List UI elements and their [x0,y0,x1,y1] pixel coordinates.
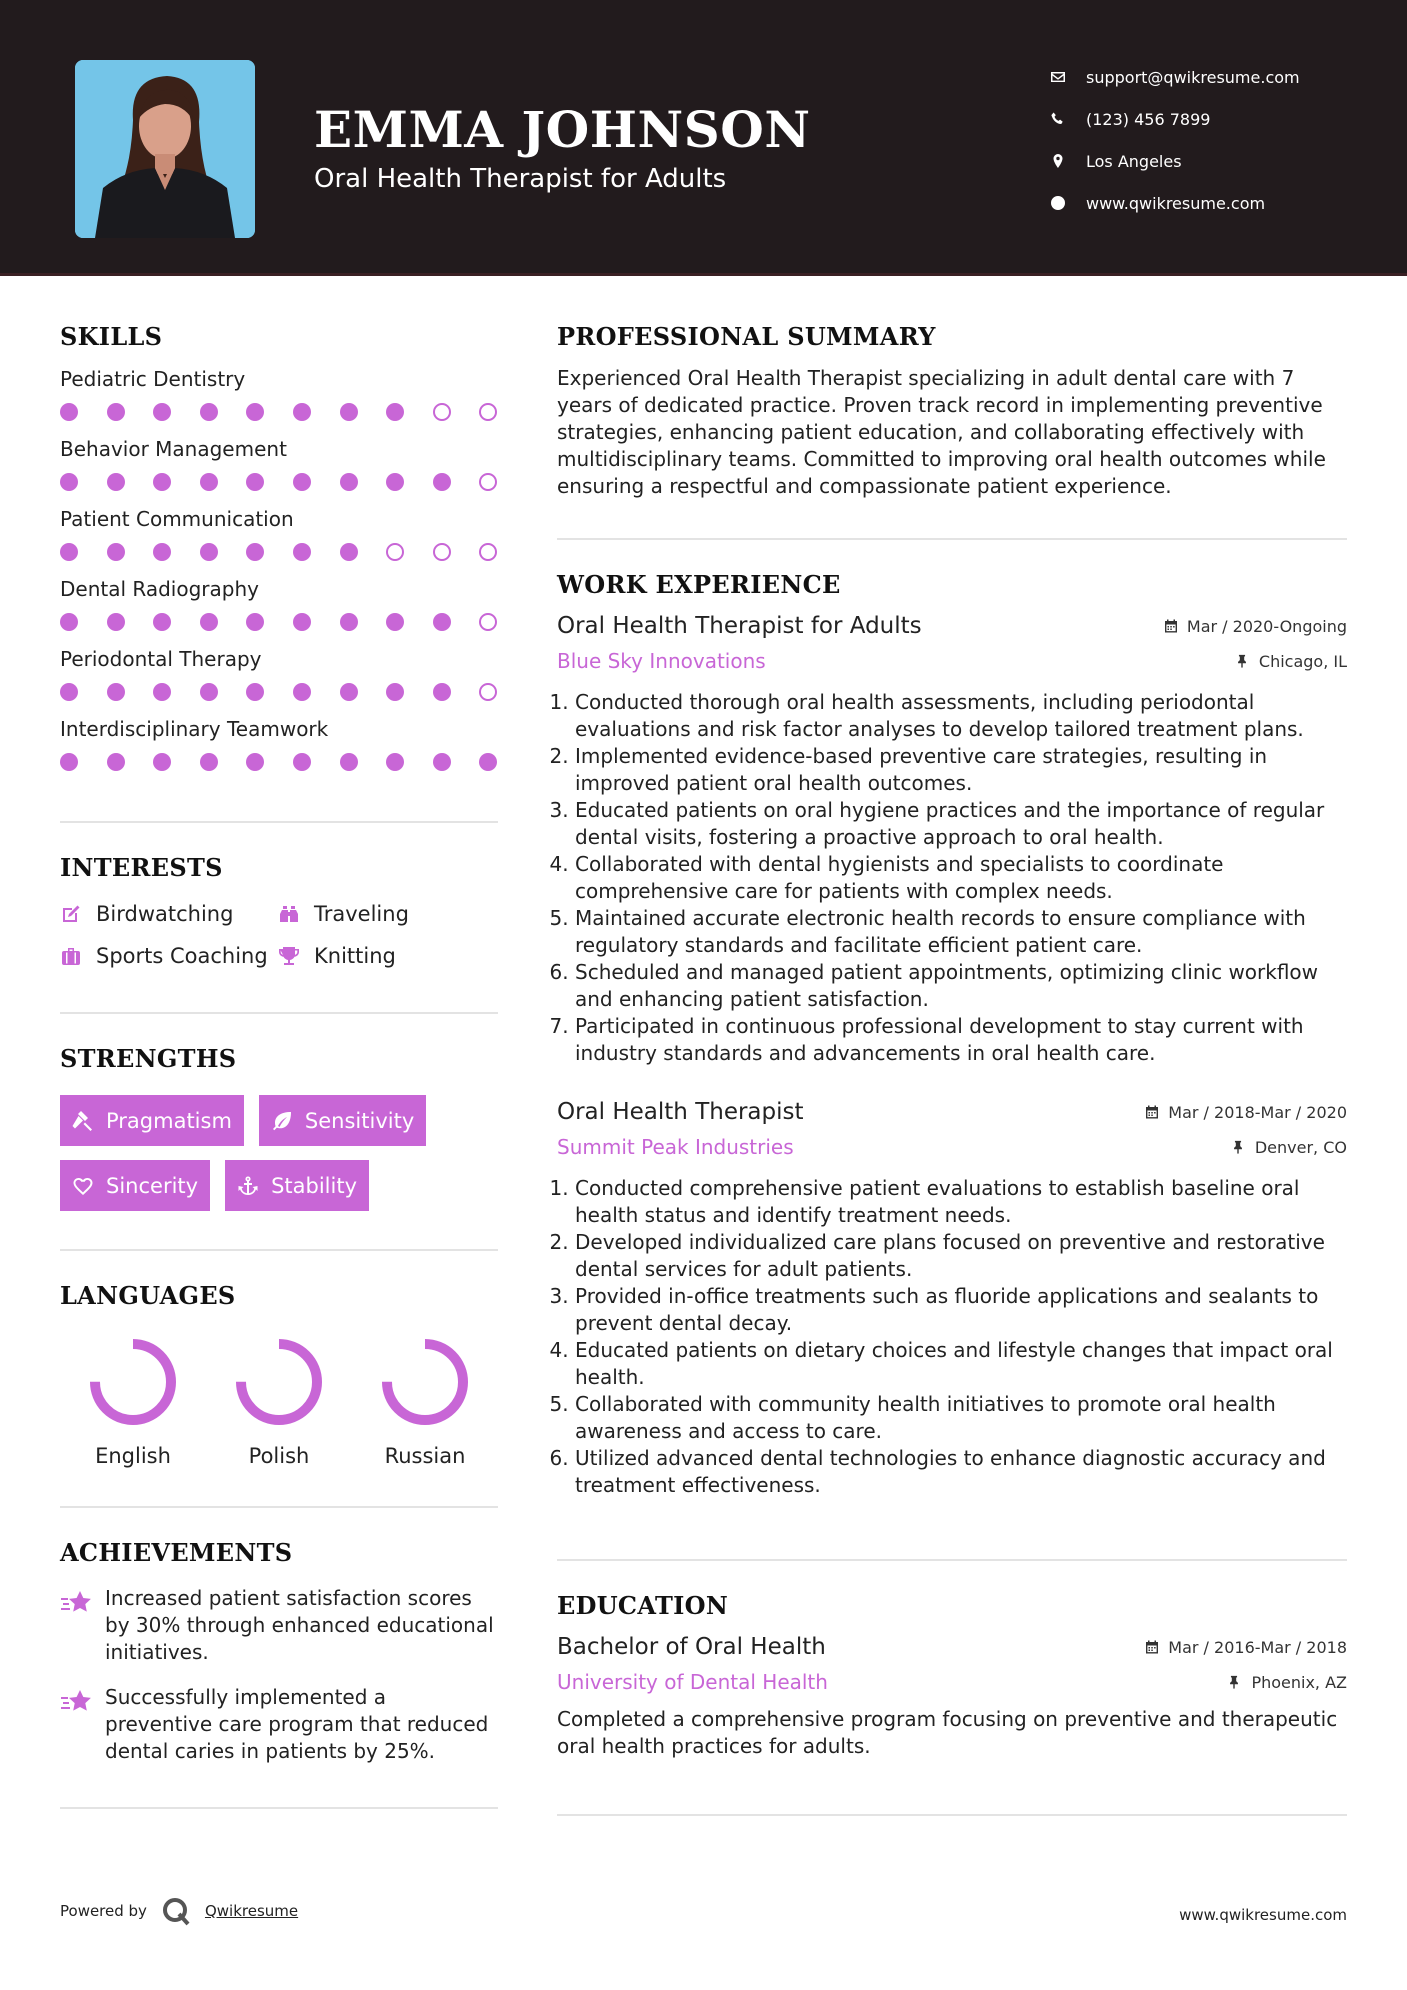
interest-item [278,944,498,968]
summary-title: PROFESSIONAL SUMMARY [557,322,936,351]
interest-item [278,902,498,926]
rating-dot-filled [386,683,404,701]
job-subheader [557,1135,1347,1159]
qwikresume-logo-icon [161,1896,191,1926]
heart-icon [72,1175,94,1197]
job-bullet: 4. Educated patients on dietary choices and lifestyle changes that impact oral health. [575,1337,1347,1391]
rating-dot-filled [153,403,171,421]
map-pin-icon [1050,153,1066,169]
education-section [557,1591,1347,1760]
strengths-title: STRENGTHS [60,1044,237,1073]
rating-dot-filled [340,403,358,421]
contact-info [1050,56,1370,224]
job-bullets [557,689,1347,1067]
job-bullet: 1. Conducted comprehensive patient evaluations to establish baseline oral health status and identify treatment needs. [575,1175,1347,1229]
suitcase-icon [60,945,82,967]
contact-website[interactable] [1050,182,1370,224]
rating-dot-filled [386,403,404,421]
thumbtack-icon [1235,654,1249,668]
rating-dot-filled [60,683,78,701]
summary-text: Experienced Oral Health Therapist specializing in adult dental care with 7 years of dedicated practice. Proven track record in implementing preventive strategies, enhancing patient education, and collaborating effectively with multidisciplinary teams. Committed to improving oral health outcomes while ensuring a respectful and compassionate patient experience. [557,366,1326,498]
rating-dot-filled [153,613,171,631]
rating-dot-filled [246,683,264,701]
right-column [557,322,1347,1816]
work-section [557,570,1347,1499]
contact-website-text: www.qwikresume.com [1086,193,1266,213]
rating-dot-filled [246,543,264,561]
skill-name: Interdisciplinary Teamwork [60,717,329,741]
interest-label: Birdwatching [96,902,234,926]
rating-dot-filled [246,403,264,421]
job-date-text: Mar / 2020-Ongoing [1186,616,1347,636]
education-location-text: Phoenix, AZ [1251,1672,1347,1692]
rating-dot-filled [246,753,264,771]
education-subheader [557,1670,1347,1694]
language-level-ring [379,1336,471,1428]
rating-dot-filled [60,543,78,561]
rating-dot-filled [60,613,78,631]
company-name: Summit Peak Industries [557,1135,794,1159]
strengths-list [60,1095,460,1211]
rating-dot-filled [340,753,358,771]
education-header [557,1634,1347,1660]
education-date-text: Mar / 2016-Mar / 2018 [1168,1637,1347,1657]
rating-dot-filled [246,473,264,491]
rating-dot-filled [386,613,404,631]
job-bullet: 1. Conducted thorough oral health assessments, including periodontal evaluations and risk factor analyses to develop tailored treatment plans. [575,689,1347,743]
contact-phone-text: (123) 456 7899 [1086,109,1211,129]
rating-dot-filled [433,473,451,491]
calendar-icon [1163,618,1179,634]
rating-dot-filled [433,753,451,771]
job-header [557,1099,1347,1125]
interest-label: Traveling [314,902,409,926]
strength-label: Stability [271,1173,358,1198]
job-bullet: 5. Maintained accurate electronic health records to ensure compliance with regulatory standards and facilitate efficient patient care. [575,905,1347,959]
language-level-arc [387,1344,463,1420]
skill-rating [60,753,498,771]
rating-dot-filled [293,613,311,631]
education-title: EDUCATION [557,1591,729,1620]
anchor-icon [237,1175,259,1197]
rating-dot-filled [200,543,218,561]
rating-dot-empty [479,473,497,491]
skill-rating [60,543,498,561]
footer-website[interactable]: www.qwikresume.com [1179,1906,1347,1924]
language-name: Russian [384,1444,466,1468]
rating-dot-filled [386,473,404,491]
rating-dot-empty [479,403,497,421]
rating-dot-filled [293,543,311,561]
section-divider [60,821,498,823]
rating-dot-filled [107,473,125,491]
achievement-text: Successfully implemented a preventive care program that reduced dental caries in patients by 25%. [105,1685,489,1763]
section-divider [60,1807,498,1809]
school-name: University of Dental Health [557,1670,828,1694]
rating-dot-filled [107,683,125,701]
skill-rating [60,613,498,631]
contact-location-text: Los Angeles [1086,151,1182,171]
rating-dot-filled [200,613,218,631]
rating-dot-filled [433,613,451,631]
calendar-icon [1144,1639,1160,1655]
interest-label: Knitting [314,944,396,968]
rating-dot-empty [433,543,451,561]
skill-name: Behavior Management [60,437,287,461]
contact-phone[interactable] [1050,98,1370,140]
section-divider [60,1506,498,1508]
job-bullet: 6. Scheduled and managed patient appointments, optimizing clinic workflow and enhancing patient satisfaction. [575,959,1347,1013]
strength-label: Sensitivity [304,1108,415,1133]
section-divider [557,538,1347,540]
language-level-arc [95,1344,171,1420]
education-description: Completed a comprehensive program focusing on preventive and therapeutic oral health practices for adults. [557,1707,1338,1758]
profile-photo-illustration [75,60,255,238]
language-name: Polish [248,1444,310,1468]
job-bullet: 3. Educated patients on oral hygiene practices and the importance of regular dental visits, fostering a proactive approach to oral health. [575,797,1347,851]
strength-tag [225,1160,369,1211]
candidate-title: Oral Health Therapist for Adults [314,164,727,194]
mail-icon [1050,69,1066,85]
job-title: Oral Health Therapist for Adults [557,613,922,639]
powered-by-label: Powered by [60,1902,147,1920]
job-bullet: 3. Provided in-office treatments such as fluoride applications and sealants to prevent dental decay. [575,1283,1347,1337]
footer-powered-by [60,1896,298,1926]
contact-location [1050,140,1370,182]
phone-icon [1050,111,1066,127]
section-divider [557,1814,1347,1816]
rating-dot-filled [433,683,451,701]
rating-dot-filled [293,753,311,771]
job-location-text: Denver, CO [1254,1137,1347,1157]
globe-icon [1050,195,1066,211]
interests-title: INTERESTS [60,853,223,882]
binoculars-icon [278,903,300,925]
strength-tag [60,1095,244,1146]
job-subheader [557,649,1347,673]
job-location [1235,652,1347,671]
job-bullet: 4. Collaborated with dental hygienists and specialists to coordinate comprehensive care for patients with complex needs. [575,851,1347,905]
languages-section [60,1281,498,1468]
skill-name: Patient Communication [60,507,294,531]
job-bullet: 2. Implemented evidence-based preventive care strategies, resulting in improved patient oral health outcomes. [575,743,1347,797]
interests-section [60,853,498,968]
achievement-item [60,1684,498,1765]
rating-dot-empty [479,613,497,631]
rating-dot-filled [200,753,218,771]
strength-label: Sincerity [106,1173,199,1198]
strength-tag [259,1095,426,1146]
language-item [60,1336,206,1468]
language-level-ring [233,1336,325,1428]
rating-dot-filled [60,753,78,771]
thumbtack-icon [1227,1675,1241,1689]
section-divider [60,1012,498,1014]
thumbtack-icon [1231,1140,1245,1154]
languages-title: LANGUAGES [60,1281,236,1310]
skill-rating [60,403,498,421]
job-bullet: 6. Utilized advanced dental technologies to enhance diagnostic accuracy and treatment effectiveness. [575,1445,1347,1499]
rating-dot-filled [60,403,78,421]
leaf-icon [271,1110,293,1132]
job-bullet: 7. Participated in continuous professional development to stay current with industry standards and advancements in oral health care. [575,1013,1347,1067]
rating-dot-filled [107,403,125,421]
strength-tag [60,1160,210,1211]
rating-dot-filled [293,403,311,421]
candidate-name: EMMA JOHNSON [314,100,811,159]
achievements-title: ACHIEVEMENTS [60,1538,293,1567]
summary-section [557,322,1347,500]
contact-email-text: support@qwikresume.com [1086,67,1300,87]
profile-photo [75,60,255,238]
rating-dot-empty [386,543,404,561]
rating-dot-filled [340,613,358,631]
skill-name: Dental Radiography [60,577,259,601]
rating-dot-filled [340,473,358,491]
language-name: English [95,1444,171,1468]
work-title: WORK EXPERIENCE [557,570,841,599]
language-item [352,1336,498,1468]
interest-item [60,902,278,926]
left-column [60,322,498,1809]
language-item [206,1336,352,1468]
job-location-text: Chicago, IL [1258,651,1347,671]
section-divider [60,1249,498,1251]
education-date [1144,1638,1347,1657]
job-bullets [557,1175,1347,1499]
degree-title: Bachelor of Oral Health [557,1634,826,1660]
pencil-square-icon [60,903,82,925]
achievement-text: Increased patient satisfaction scores by 30% through enhanced educational initiatives. [105,1586,494,1664]
interests-list [60,902,498,968]
rating-dot-empty [479,543,497,561]
skills-title: SKILLS [60,322,163,351]
language-level-arc [241,1344,317,1420]
rating-dot-empty [479,683,497,701]
job-location [1231,1138,1347,1157]
skill-name: Pediatric Dentistry [60,367,246,391]
job-date [1163,617,1347,636]
rating-dot-filled [200,403,218,421]
rating-dot-filled [293,683,311,701]
language-level-ring [87,1336,179,1428]
education-location [1227,1673,1347,1692]
rating-dot-filled [153,473,171,491]
rating-dot-filled [386,753,404,771]
strengths-section [60,1044,498,1211]
rating-dot-filled [153,683,171,701]
star-burst-icon [60,1686,94,1716]
skill-name: Periodontal Therapy [60,647,262,671]
job-date [1144,1103,1347,1122]
gavel-icon [72,1110,94,1132]
job-bullet: 5. Collaborated with community health initiatives to promote oral health awareness and access to care. [575,1391,1347,1445]
job-date-text: Mar / 2018-Mar / 2020 [1168,1102,1347,1122]
calendar-icon [1144,1104,1160,1120]
rating-dot-filled [153,543,171,561]
achievements-section [60,1538,498,1765]
job-title: Oral Health Therapist [557,1099,804,1125]
achievement-item [60,1585,498,1666]
job-header [557,613,1347,639]
job-bullet: 2. Developed individualized care plans focused on preventive and restorative dental services for adult patients. [575,1229,1347,1283]
rating-dot-filled [200,683,218,701]
strength-label: Pragmatism [106,1108,232,1133]
interest-label: Sports Coaching [96,944,268,968]
rating-dot-filled [153,753,171,771]
company-name: Blue Sky Innovations [557,649,766,673]
rating-dot-filled [340,683,358,701]
rating-dot-empty [433,403,451,421]
languages-list [60,1336,498,1468]
skill-rating [60,473,498,491]
skill-rating [60,683,498,701]
interest-item [60,944,278,968]
skills-list [60,367,498,771]
rating-dot-filled [340,543,358,561]
rating-dot-filled [107,543,125,561]
qwikresume-link[interactable]: Qwikresume [204,1902,299,1920]
rating-dot-filled [293,473,311,491]
job-entry [557,1099,1347,1499]
resume-header [0,0,1407,276]
rating-dot-filled [107,613,125,631]
contact-email[interactable] [1050,56,1370,98]
rating-dot-filled [479,753,497,771]
section-divider [557,1559,1347,1561]
rating-dot-filled [107,753,125,771]
star-burst-icon [60,1587,94,1617]
job-entry [557,613,1347,1067]
rating-dot-filled [60,473,78,491]
trophy-icon [278,945,300,967]
rating-dot-filled [200,473,218,491]
skills-section [60,322,498,771]
rating-dot-filled [246,613,264,631]
